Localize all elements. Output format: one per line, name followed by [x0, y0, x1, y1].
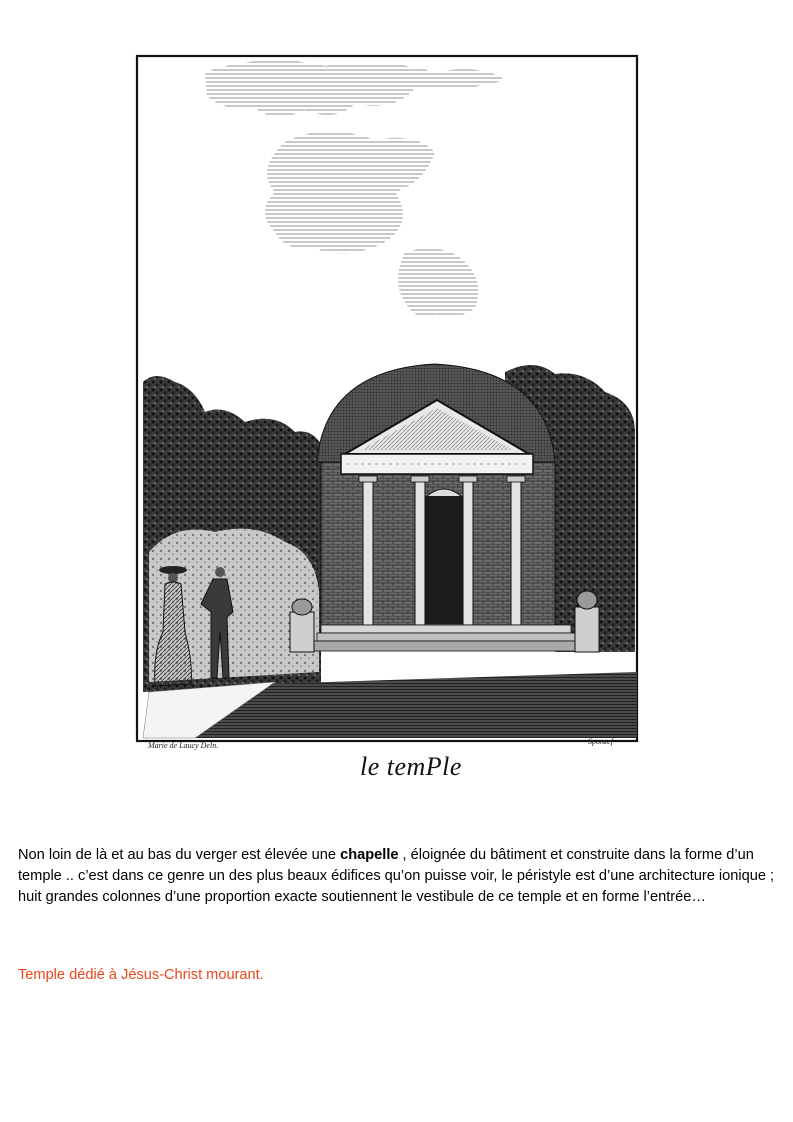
temple-dedication-note: Temple dédié à Jésus-Christ mourant.	[18, 967, 264, 983]
description-paragraph	[18, 845, 778, 908]
column	[363, 480, 373, 625]
urn-left	[290, 599, 314, 652]
engraver-signature-left: Marie de Laucy Deln.	[148, 741, 219, 750]
chapelle-bold: chapelle	[340, 847, 399, 863]
description-part-1: Non loin de là et au bas du verger est élevée une	[18, 847, 341, 863]
column	[463, 480, 473, 625]
temple-door	[423, 496, 465, 624]
temple-engraving	[135, 52, 645, 797]
engraving-caption: le temPle	[360, 752, 462, 781]
temple-steps	[313, 625, 579, 651]
description-part-2: , éloignée du bâtiment et construite dans la forme d’un temple .. c’est dans ce genre un des plus beaux édifices qu’on puisse voir, le péristyle est d’une architecture ionique ; huit grandes colonnes d’une proportion exacte soutiennent le vestibule de ce temple et en forme l’entrée…	[18, 847, 775, 905]
column	[511, 480, 521, 625]
column	[415, 480, 425, 625]
engraver-signature-right: Sponzef	[588, 737, 613, 746]
urn-right	[575, 591, 599, 652]
